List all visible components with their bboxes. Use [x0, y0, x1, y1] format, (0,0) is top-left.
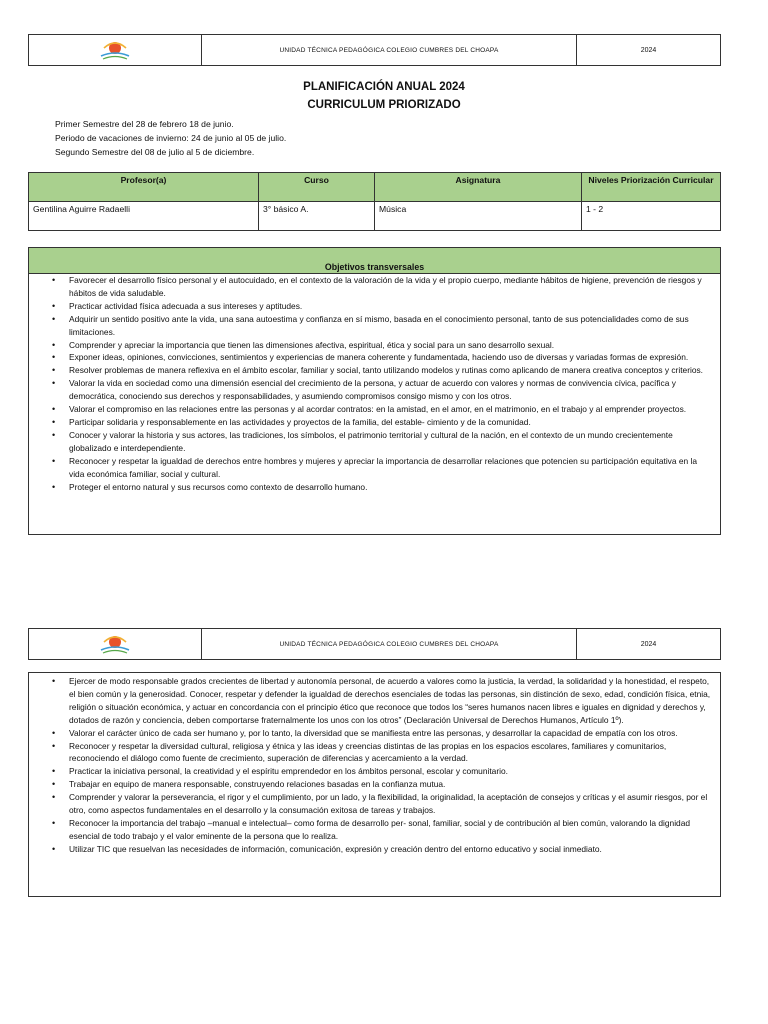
school-logo-icon — [98, 38, 132, 62]
info-table-header — [29, 173, 721, 202]
list-item: • Adquirir un sentido positivo ante la vida, una sana autoestima y confianza en sí mismo, basada en el conocimiento personal, tanto de sus potencialidades como de sus limitaciones. — [69, 313, 714, 339]
list-item: • Favorecer el desarrollo físico personal y el autocuidado, en el contexto de la valoración de la vida y el propio cuerpo, mediante hábitos de higiene, prevención de riesgos y hábitos de vida saludable. — [69, 274, 714, 300]
cell-subject: Música — [375, 202, 582, 231]
logo-cell — [29, 629, 202, 659]
table-row — [29, 202, 721, 231]
objectives-continued-box — [28, 672, 721, 897]
list-item: • Participar solidaria y responsablemente en las actividades y proyectos de la familia, del estable- cimiento y de la comunidad. — [69, 416, 714, 429]
list-item: • Valorar la vida en sociedad como una dimensión esencial del crecimiento de la persona, y actuar de acuerdo con valores y normas de convivencia cívica, pacífica y democrática, conociendo sus derechos y responsabilidades, y asumiendo compromisos consigo mismo y con los otros. — [69, 377, 714, 403]
list-item: • Practicar actividad física adecuada a sus intereses y aptitudes. — [69, 300, 714, 313]
cell-teacher: Gentilina Aguirre Radaelli — [29, 202, 259, 231]
school-name: UNIDAD TÉCNICA PEDAGÓGICA COLEGIO CUMBRES DEL CHOAPA — [202, 629, 577, 659]
page-title: PLANIFICACIÓN ANUAL 2024 — [303, 81, 465, 93]
header-subject: Asignatura — [375, 173, 582, 202]
page-header — [28, 34, 721, 66]
list-item: • Comprender y apreciar la importancia que tienen las dimensiones afectiva, espiritual, ética y social para un sano desarrollo sexual. — [69, 339, 714, 352]
objectives-list — [29, 274, 720, 493]
info-table — [28, 172, 721, 231]
list-item: • Reconocer la importancia del trabajo –manual e intelectual– como forma de desarrollo per- sonal, familiar, social y de contribución al bien común, valorando la dignidad esencial de todo trabajo y el valor eminente de la persona que lo realiza. — [69, 817, 714, 843]
cell-levels: 1 - 2 — [582, 202, 721, 231]
objectives-heading: Objetivos transversales — [29, 248, 720, 274]
list-item: • Trabajar en equipo de manera responsable, construyendo relaciones basadas en la confianza mutua. — [69, 778, 714, 791]
list-item: • Resolver problemas de manera reflexiva en el ámbito escolar, familiar y social, tanto utilizando modelos y rutinas como aplicando de manera creativa conceptos y criterios. — [69, 364, 714, 377]
list-item: • Reconocer y respetar la igualdad de derechos entre hombres y mujeres y apreciar la importancia de desarrollar relaciones que potencien su participación equitativa en la vida económica familiar, social y cultural. — [69, 455, 714, 481]
list-item: • Exponer ideas, opiniones, convicciones, sentimientos y experiencias de manera coherente y fundamentada, haciendo uso de diversas y variadas formas de expresión. — [69, 351, 714, 364]
page-header-2 — [28, 628, 721, 660]
header-levels: Niveles Priorización Curricular — [582, 173, 721, 202]
header-year: 2024 — [640, 46, 657, 54]
header-year: 2024 — [640, 640, 657, 648]
objectives-continued-list — [29, 675, 720, 856]
list-item: • Valorar el carácter único de cada ser humano y, por lo tanto, la diversidad que se manifiesta entre las personas, y desarrollar la capacidad de empatía con los otros. — [69, 727, 714, 740]
page-subtitle: CURRICULUM PRIORIZADO — [307, 99, 461, 111]
logo-cell — [29, 35, 202, 65]
period-first-semester: Primer Semestre del 28 de febrero 18 de junio. — [55, 119, 234, 129]
list-item: • Practicar la iniciativa personal, la creatividad y el espíritu emprendedor en los ámbitos personal, escolar y comunitario. — [69, 765, 714, 778]
objectives-box — [28, 247, 721, 535]
list-item: • Reconocer y respetar la diversidad cultural, religiosa y étnica y las ideas y creencias distintas de las propias en los espacios escolares, familiares y comunitarios, reconociendo el diálogo como fuente de crecimiento, superación de diferencias y acercamiento a la verdad. — [69, 740, 714, 766]
school-name: UNIDAD TÉCNICA PEDAGÓGICA COLEGIO CUMBRES DEL CHOAPA — [202, 35, 577, 65]
school-logo-icon — [98, 632, 132, 656]
list-item: • Utilizar TIC que resuelvan las necesidades de información, comunicación, expresión y creación dentro del entorno educativo y social inmediato. — [69, 843, 714, 856]
periods-block — [55, 117, 286, 159]
period-second-semester: Segundo Semestre del 08 de julio al 5 de diciembre. — [55, 147, 255, 157]
list-item: • Valorar el compromiso en las relaciones entre las personas y al acordar contratos: en la amistad, en el amor, en el matrimonio, en el trabajo y al emprender proyectos. — [69, 403, 714, 416]
list-item: • Ejercer de modo responsable grados crecientes de libertad y autonomía personal, de acuerdo a valores como la justicia, la verdad, la solidaridad y la honestidad, el respeto, el bien común y la generosidad. Conocer, respetar y defender la igualdad de derechos esenciales de todas las personas, sin distinción de sexo, edad, condición física, etnia, religión o situación económica, y actuar en concordancia con el principio ético que reconoce que todos los “seres humanos nacen libres e iguales en dignidad y derechos y, dotados de razón y conciencia, deben comportarse fraternalmente los unos con los otros” (Declaración Universal de Derechos Humanos, Artículo 1º). — [69, 675, 714, 727]
list-item: • Proteger el entorno natural y sus recursos como contexto de desarrollo humano. — [69, 481, 714, 494]
list-item: • Conocer y valorar la historia y sus actores, las tradiciones, los símbolos, el patrimonio territorial y cultural de la nación, en el contexto de un mundo crecientemente globalizado e interdependiente. — [69, 429, 714, 455]
list-item: • Comprender y valorar la perseverancia, el rigor y el cumplimiento, por un lado, y la flexibilidad, la originalidad, la aceptación de consejos y críticas y el asumir riesgos, por el otro, como aspectos fundamentales en el desarrollo y la consumación exitosa de tareas y trabajos. — [69, 791, 714, 817]
cell-course: 3° básico A. — [259, 202, 375, 231]
period-winter-vacation: Periodo de vacaciones de invierno: 24 de junio al 05 de julio. — [55, 133, 287, 143]
header-course: Curso — [259, 173, 375, 202]
header-teacher: Profesor(a) — [29, 173, 259, 202]
